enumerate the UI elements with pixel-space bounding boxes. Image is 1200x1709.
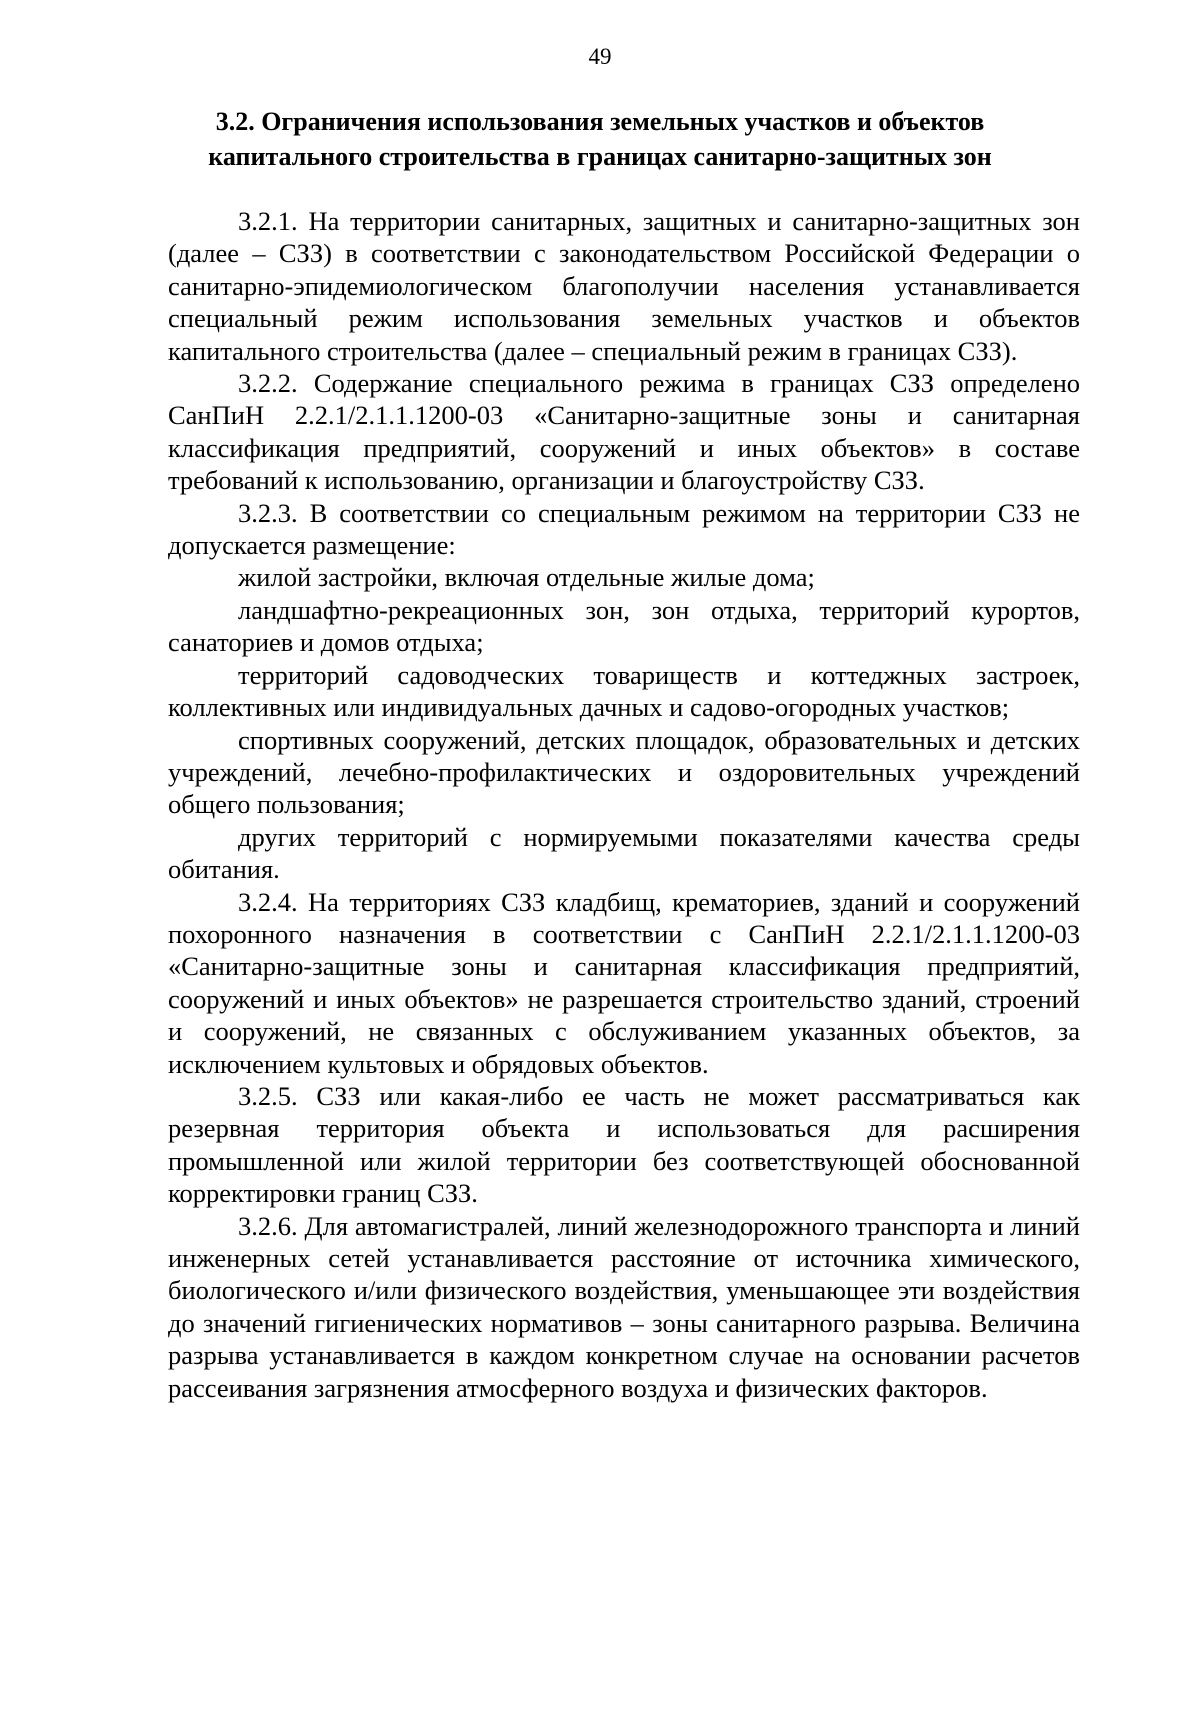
section-heading-line: 3.2. Ограничения использования земельных участков и объектов [215,107,985,136]
list-item: спортивных сооружений, детских площадок, образовательных и детских учреждений, лечебно-профилактических и оздоровительных учреждений общего пользования; [168,724,1080,820]
paragraph-3-2-3: 3.2.3. В соответствии со специальным режимом на территории СЗЗ не допускается размещение: [168,497,1080,561]
paragraph-3-2-1: 3.2.1. На территории санитарных, защитных и санитарно-защитных зон (далее – СЗЗ) в соответствии с законодательством Российской Федерации о санитарно-эпидемиологическом благополучии населения устанавливается специальный режим использования земельных участков и объектов капитального строительства (далее – специальный режим в границах СЗЗ). [168,206,1080,366]
section-heading [190,104,1010,174]
paragraph-3-2-4: 3.2.4. На территориях СЗЗ кладбищ, крематориев, зданий и сооружений похоронного назначения в соответствии с СанПиН 2.2.1/2.1.1.1200-03 «Санитарно-защитные зоны и санитарная классификация предприятий, сооружений и иных объектов» не разрешается строительство зданий, строений и сооружений, не связанных с обслуживанием указанных объектов, за исключением культовых и обрядовых объектов. [168,886,1080,1079]
list-item: жилой застройки, включая отдельные жилые дома; [238,562,815,593]
paragraph-3-2-6: 3.2.6. Для автомагистралей, линий железнодорожного транспорта и линий инженерных сетей устанавливается расстояние от источника химического, биологического и/или физического воздействия, уменьшающее эти воздействия до значений гигиенических нормативов – зоны санитарного разрыва. Величина разрыва устанавливается в каждом конкретном случае на основании расчетов рассеивания загрязнения атмосферного воздуха и физических факторов. [168,1210,1080,1403]
paragraph-3-2-2: 3.2.2. Содержание специального режима в границах СЗЗ определено СанПиН 2.2.1/2.1.1.1200-03 «Санитарно-защитные зоны и санитарная классификация предприятий, сооружений и иных объектов» в составе требований к использованию, организации и благоустройству СЗЗ. [168,368,1080,496]
page-number: 49 [588,44,612,69]
section-heading-line: капитального строительства в границах санитарно-защитных зон [208,142,992,171]
list-item: территорий садоводческих товариществ и коттеджных застроек, коллективных или индивидуальных дачных и садово-огородных участков; [168,659,1080,723]
list-item: других территорий с нормируемыми показателями качества среды обитания. [168,821,1080,885]
list-item: ландшафтно-рекреационных зон, зон отдыха, территорий курортов, санаториев и домов отдыха; [168,594,1080,658]
paragraph-3-2-5: 3.2.5. СЗЗ или какая-либо ее часть не может рассматриваться как резервная территория объекта и использоваться для расширения промышленной или жилой территории без соответствующей обоснованной корректировки границ СЗЗ. [168,1080,1080,1209]
body-text [168,205,1080,1404]
